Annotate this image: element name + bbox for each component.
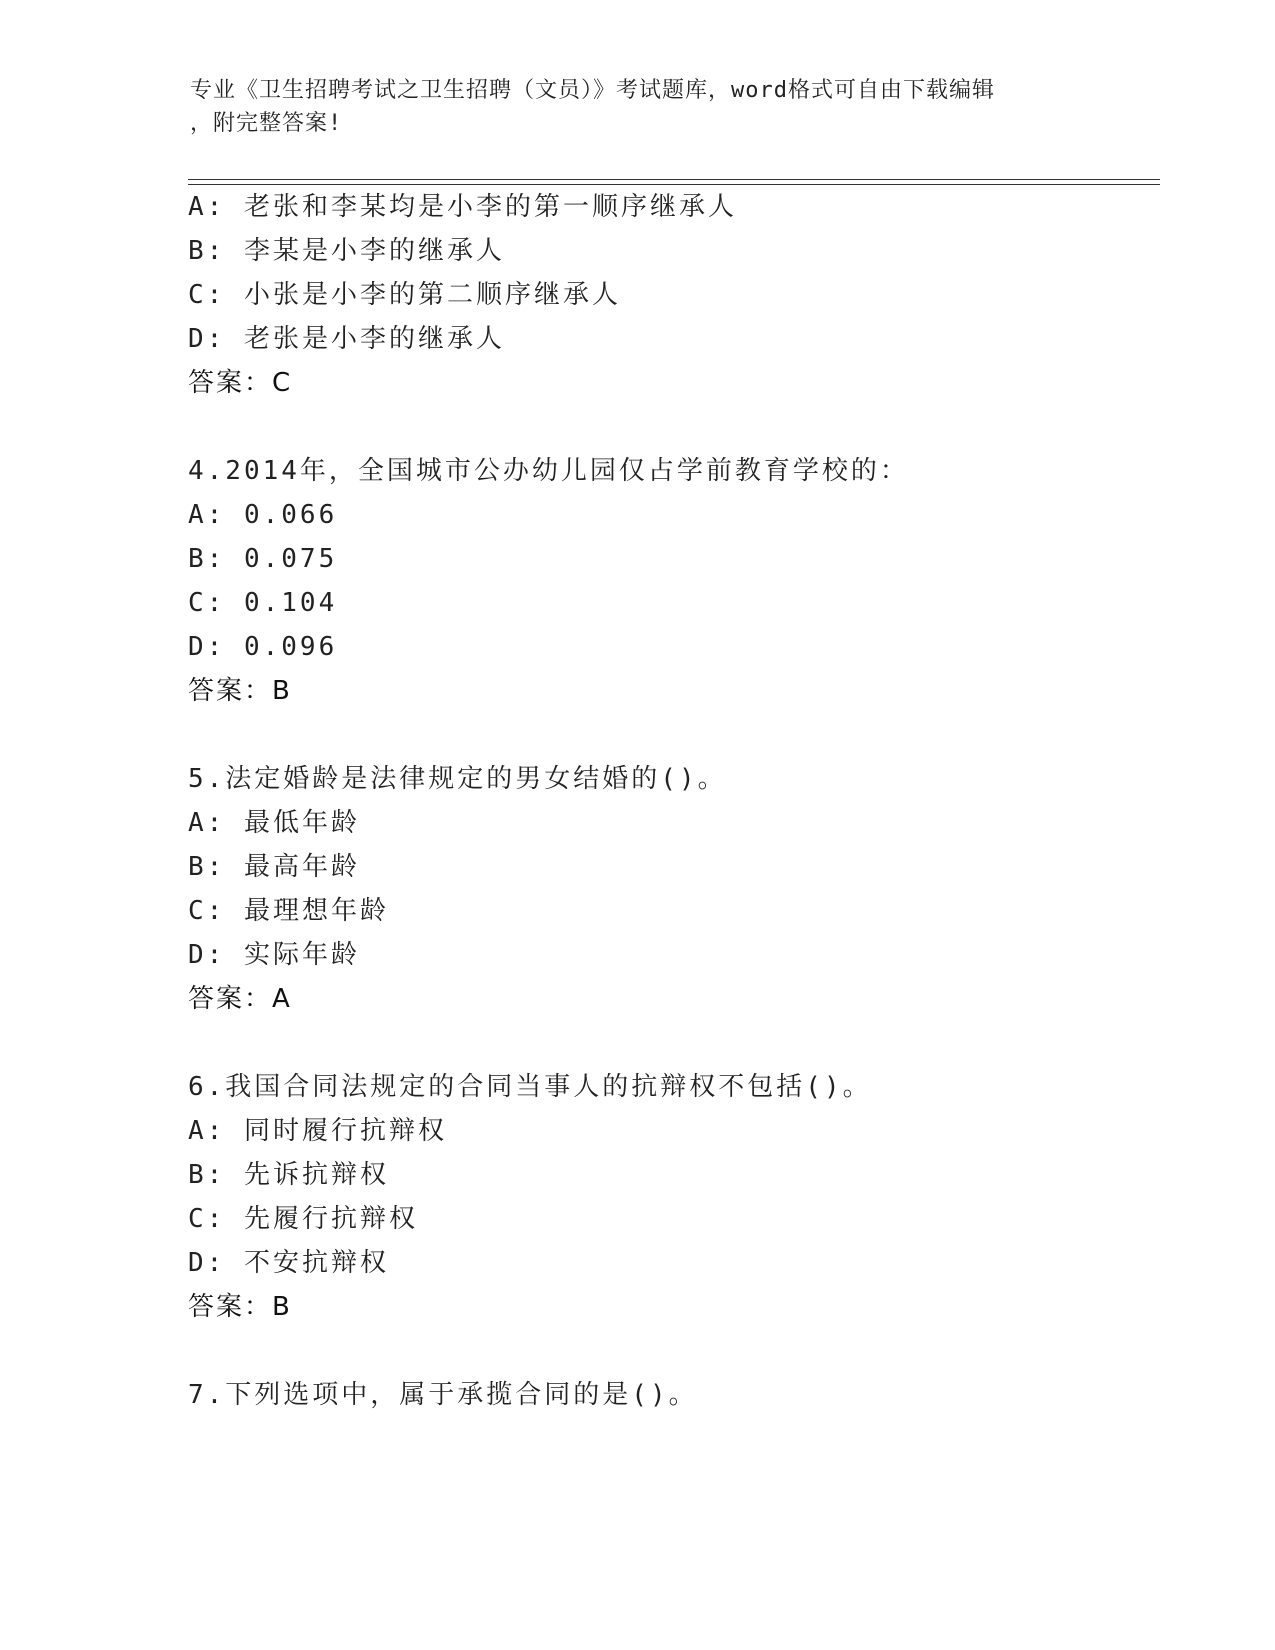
q6-question: 6.我国合同法规定的合同当事人的抗辩权不包括()。 bbox=[188, 1072, 872, 1102]
q7-question: 7.下列选项中，属于承揽合同的是()。 bbox=[188, 1380, 698, 1410]
header-divider-top bbox=[188, 179, 1160, 180]
q4-option-a: A: 0.066 bbox=[188, 500, 338, 530]
q5-option-a: A: 最低年龄 bbox=[188, 808, 360, 838]
q4-question: 4.2014年，全国城市公办幼儿园仅占学前教育学校的： bbox=[188, 456, 909, 486]
q6-option-d: D: 不安抗辩权 bbox=[188, 1248, 389, 1278]
q6-answer: 答案：B bbox=[188, 1292, 292, 1322]
q5-option-b: B: 最高年龄 bbox=[188, 852, 360, 882]
q6-option-a: A: 同时履行抗辩权 bbox=[188, 1116, 447, 1146]
header-line-2: ，附完整答案! bbox=[190, 111, 343, 136]
q5-answer: 答案：A bbox=[188, 984, 292, 1014]
q5-question: 5.法定婚龄是法律规定的男女结婚的()。 bbox=[188, 764, 727, 794]
header-divider-bottom bbox=[188, 184, 1160, 185]
document-header bbox=[190, 74, 1090, 140]
q3-option-b: B: 李某是小李的继承人 bbox=[188, 236, 505, 266]
q3-answer: 答案：C bbox=[188, 368, 293, 398]
q3-option-c: C: 小张是小李的第二顺序继承人 bbox=[188, 280, 621, 310]
q4-option-b: B: 0.075 bbox=[188, 544, 338, 574]
q3-option-a: A: 老张和李某均是小李的第一顺序继承人 bbox=[188, 192, 737, 222]
q6-option-b: B: 先诉抗辩权 bbox=[188, 1160, 389, 1190]
header-line-1: 专业《卫生招聘考试之卫生招聘（文员）》考试题库，word格式可自由下载编辑 bbox=[190, 78, 995, 103]
q5-option-d: D: 实际年龄 bbox=[188, 940, 360, 970]
q4-answer: 答案：B bbox=[188, 676, 292, 706]
q6-option-c: C: 先履行抗辩权 bbox=[188, 1204, 418, 1234]
q5-option-c: C: 最理想年龄 bbox=[188, 896, 389, 926]
q3-option-d: D: 老张是小李的继承人 bbox=[188, 324, 505, 354]
q4-option-d: D: 0.096 bbox=[188, 632, 338, 662]
q4-option-c: C: 0.104 bbox=[188, 588, 338, 618]
